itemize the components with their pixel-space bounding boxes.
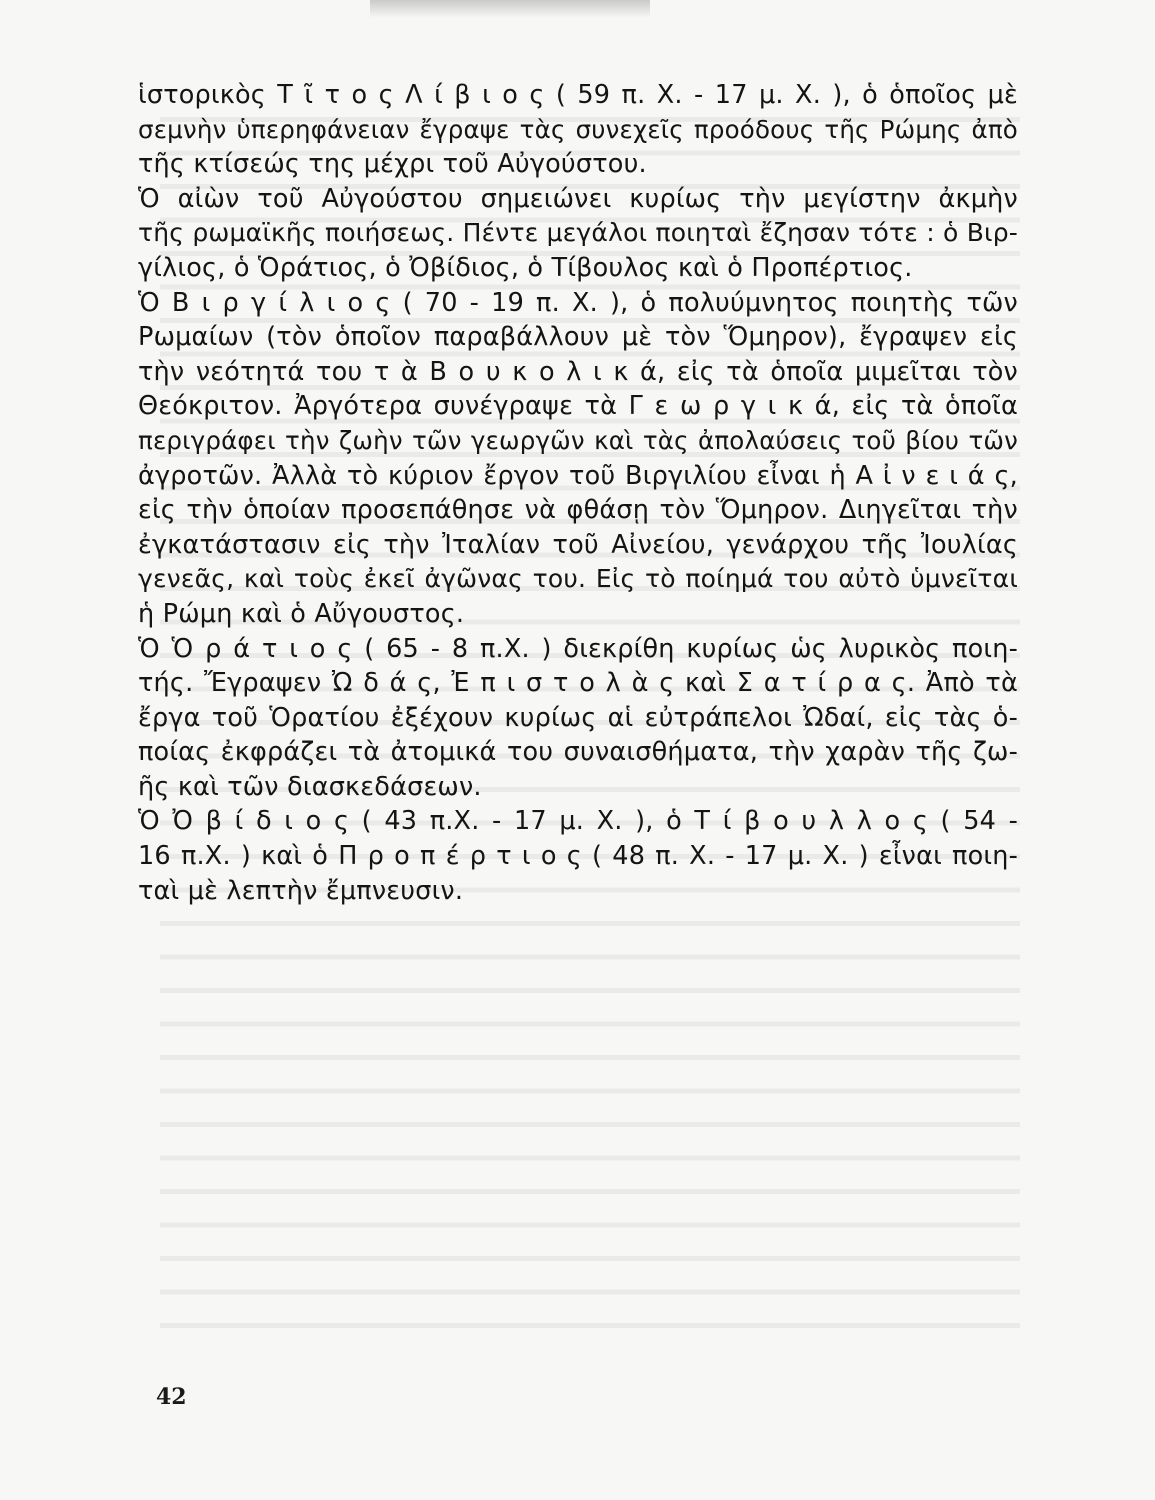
text-line: γενεᾶς, καὶ τοὺς ἐκεῖ ἀγῶνας του. Εἰς τὸ ποίημά του αὐτὸ ὑμνεῖται bbox=[138, 564, 1018, 594]
text-line: ἀγροτῶν. Ἀλλὰ τὸ κύριον ἔργον τοῦ Βιργιλίου εἶναι ἡ Α ἰ ν ε ι ά ς, bbox=[138, 460, 1018, 491]
text-line: τῆς κτίσεώς της μέχρι τοῦ Αὐγούστου. bbox=[138, 149, 647, 180]
text-line: εἰς τὴν ὁποίαν προσεπάθησε νὰ φθάσῃ τὸν Ὅμηρον. Διηγεῖται τὴν bbox=[138, 495, 1018, 526]
body-text bbox=[138, 78, 1018, 908]
text-line: περιγράφει τὴν ζωὴν τῶν γεωργῶν καὶ τὰς ἀπολαύσεις τοῦ βίου τῶν bbox=[138, 425, 1018, 455]
text-line: Ρωμαίων (τὸν ὁποῖον παραβάλλουν μὲ τὸν Ὅμηρον), ἔγραψεν εἰς bbox=[138, 322, 1018, 353]
text-line: ἱστορικὸς Τ ῖ τ ο ς Λ ί β ι ο ς ( 59 π. Χ. - 17 μ. Χ. ), ὁ ὁποῖος μὲ bbox=[138, 80, 1018, 110]
text-line: 16 π.Χ. ) καὶ ὁ Π ρ ο π έ ρ τ ι ο ς ( 48 π. Χ. - 17 μ. Χ. ) εἶναι ποιη- bbox=[138, 841, 1018, 872]
text-line: ἡ Ρώμη καὶ ὁ Αὔγουστος. bbox=[138, 598, 465, 629]
text-line: τὴν νεότητά του τ ὰ Β ο υ κ ο λ ι κ ά, εἰς τὰ ὁποῖα μιμεῖται τὸν bbox=[138, 356, 1018, 387]
scan-shadow bbox=[370, 0, 650, 18]
text-line: Ὁ Ὁ ρ ά τ ι ο ς ( 65 - 8 π.Χ. ) διεκρίθη κυρίως ὡς λυρικὸς ποιη- bbox=[138, 633, 1018, 664]
text-line: γίλιος, ὁ Ὁράτιος, ὁ Ὀβίδιος, ὁ Τίβουλος καὶ ὁ Προπέρτιος. bbox=[138, 252, 913, 283]
text-line: Θεόκριτον. Ἀργότερα συνέγραψε τὰ Γ ε ω ρ γ ι κ ά, εἰς τὰ ὁποῖα bbox=[138, 391, 1018, 422]
text-line: τῆς ρωμαϊκῆς ποιήσεως. Πέντε μεγάλοι ποιηταὶ ἔζησαν τότε : ὁ Βιρ- bbox=[138, 218, 1018, 248]
text-line: ταὶ μὲ λεπτὴν ἔμπνευσιν. bbox=[138, 875, 464, 906]
text-line: Ὁ Β ι ρ γ ί λ ι ο ς ( 70 - 19 π. Χ. ), ὁ πολυύμνητος ποιητὴς τῶν bbox=[138, 287, 1018, 318]
text-line: ποίας ἐκφράζει τὰ ἀτομικά του συναισθήματα, τὴν χαρὰν τῆς ζω- bbox=[138, 737, 1018, 768]
page-number: 42 bbox=[156, 1384, 187, 1410]
text-line: τής. Ἔγραψεν Ὠ δ ά ς, Ἐ π ι σ τ ο λ ὰ ς καὶ Σ α τ ί ρ α ς. Ἀπὸ τὰ bbox=[138, 668, 1018, 699]
text-line: ἔργα τοῦ Ὁρατίου ἐξέχουν κυρίως αἱ εὐτράπελοι Ὠδαί, εἰς τὰς ὁ- bbox=[138, 702, 1018, 733]
text-line: Ὁ αἰὼν τοῦ Αὐγούστου σημειώνει κυρίως τὴν μεγίστην ἀκμὴν bbox=[138, 183, 1018, 214]
text-line: ἐγκατάστασιν εἰς τὴν Ἰταλίαν τοῦ Αἰνείου, γενάρχου τῆς Ἰουλίας bbox=[138, 529, 1018, 560]
text-line: Ὁ Ὀ β ί δ ι ο ς ( 43 π.Χ. - 17 μ. Χ. ), ὁ Τ ί β ο υ λ λ ο ς ( 54 - bbox=[138, 806, 1018, 837]
text-line: ῆς καὶ τῶν διασκεδάσεων. bbox=[138, 771, 482, 802]
text-line: σεμνὴν ὑπερηφάνειαν ἔγραψε τὰς συνεχεῖς προόδους τῆς Ρώμης ἀπὸ bbox=[138, 114, 1018, 144]
